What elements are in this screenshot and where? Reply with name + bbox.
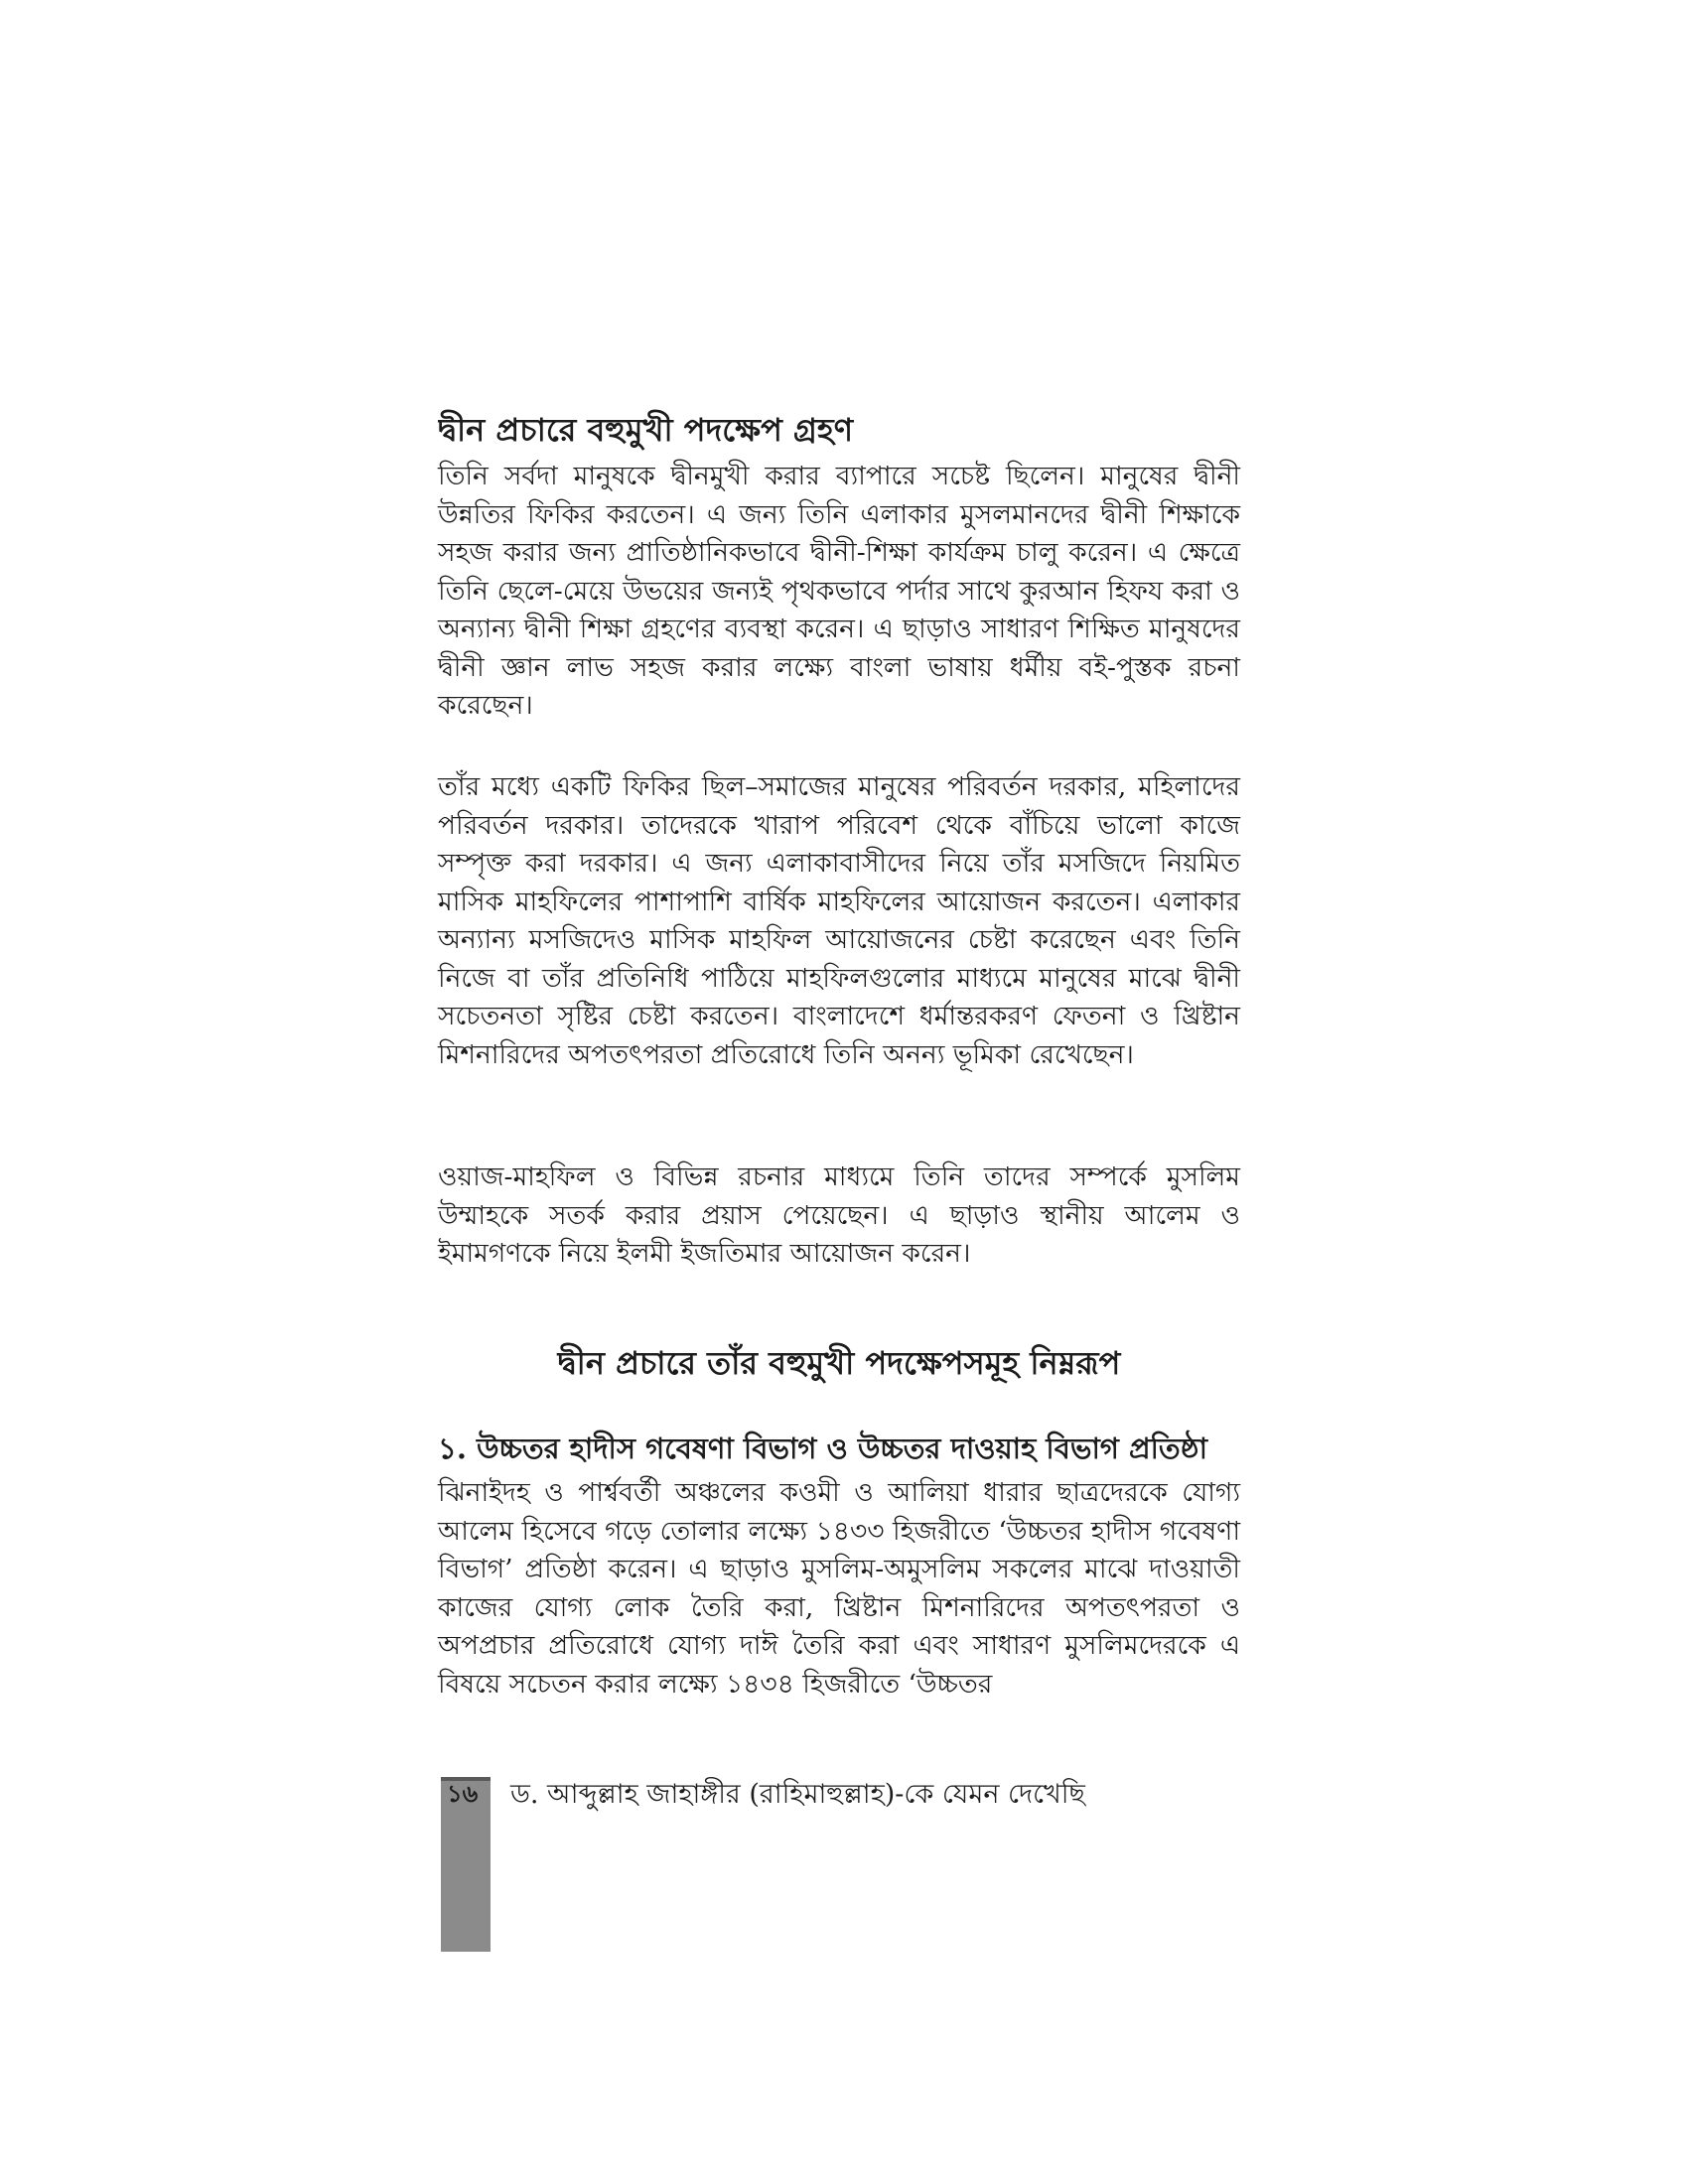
page-number: ১৬	[447, 1779, 479, 1808]
paragraph-hadith-department: ঝিনাইদহ ও পার্শ্ববর্তী অঞ্চলের কওমী ও আলিয়া ধারার ছাত্রদেরকে যোগ্য আলেম হিসেবে গড়ে তোলার লক্ষ্যে ১৪৩৩ হিজরীতে ‘উচ্চতর হাদীস গবেষণা বিভাগ’ প্রতিষ্ঠা করেন। এ ছাড়াও মুসলিম-অমুসলিম সকলের মাঝে দাওয়াতী কাজের যোগ্য লোক তৈরি করা, খ্রিষ্টান মিশনারিদের অপতৎপরতা ও অপপ্রচার প্রতিরোধে যোগ্য দাঈ তৈরি করা এবং সাধারণ মুসলিমদেরকে এ বিষয়ে সচেতন করার লক্ষ্যে ১৪৩৪ হিজরীতে ‘উচ্চতর	[438, 1477, 1240, 1700]
paragraph-intro: তিনি সর্বদা মানুষকে দ্বীনমুখী করার ব্যাপারে সচেষ্ট ছিলেন। মানুষের দ্বীনী উন্নতির ফিকির করতেন। এ জন্য তিনি এলাকার মুসলমানদের দ্বীনী শিক্ষাকে সহজ করার জন্য প্রাতিষ্ঠানিকভাবে দ্বীনী-শিক্ষা কার্যক্রম চালু করেন। এ ক্ষেত্রে তিনি ছেলে-মেয়ে উভয়ের জন্যই পৃথকভাবে পর্দার সাথে কুরআন হিফয করা ও অন্যান্য দ্বীনী শিক্ষা গ্রহণের ব্যবস্থা করেন। এ ছাড়াও সাধারণ শিক্ষিত মানুষদের দ্বীনী জ্ঞান লাভ সহজ করার লক্ষ্যে বাংলা ভাষায় ধর্মীয় বই-পুস্তক রচনা করেছেন।	[438, 461, 1240, 721]
section-heading-steps: দ্বীন প্রচারে তাঁর বহুমুখী পদক্ষেপসমূহ নিম্নরূপ	[557, 1344, 1121, 1382]
paragraph-waz-mahfil: ওয়াজ-মাহফিল ও বিভিন্ন রচনার মাধ্যমে তিনি তাদের সম্পর্কে মুসলিম উম্মাহকে সতর্ক করার প্রয়াস পেয়েছেন। এ ছাড়াও স্থানীয় আলেম ও ইমামগণকে নিয়ে ইলমী ইজতিমার আয়োজন করেন।	[438, 1161, 1240, 1269]
section-heading-hadith-department: ১. উচ্চতর হাদীস গবেষণা বিভাগ ও উচ্চতর দাওয়াহ বিভাগ প্রতিষ্ঠা	[438, 1432, 1207, 1465]
paragraph-fikir: তাঁর মধ্যে একটি ফিকির ছিল–সমাজের মানুষের পরিবর্তন দরকার, মহিলাদের পরিবর্তন দরকার। তাদেরকে খারাপ পরিবেশ থেকে বাঁচিয়ে ভালো কাজে সম্পৃক্ত করা দরকার। এ জন্য এলাকাবাসীদের নিয়ে তাঁর মসজিদে নিয়মিত মাসিক মাহফিলের পাশাপাশি বার্ষিক মাহফিলের আয়োজন করতেন। এলাকার অন্যান্য মসজিদেও মাসিক মাহফিল আয়োজনের চেষ্টা করেছেন এবং তিনি নিজে বা তাঁর প্রতিনিধি পাঠিয়ে মাহফিলগুলোর মাধ্যমে মানুষের মাঝে দ্বীনী সচেতনতা সৃষ্টির চেষ্টা করতেন। বাংলাদেশে ধর্মান্তরকরণ ফেতনা ও খ্রিষ্টান মিশনারিদের অপতৎপরতা প্রতিরোধে তিনি অনন্য ভূমিকা রেখেছেন।	[438, 771, 1240, 1070]
running-footer-title: ড. আব্দুল্লাহ জাহাঙ্গীর (রাহিমাহুল্লাহ)-কে যেমন দেখেছি	[510, 1779, 1085, 1810]
section-heading-tabligh: দ্বীন প্রচারে বহুমুখী পদক্ষেপ গ্রহণ	[438, 411, 854, 449]
